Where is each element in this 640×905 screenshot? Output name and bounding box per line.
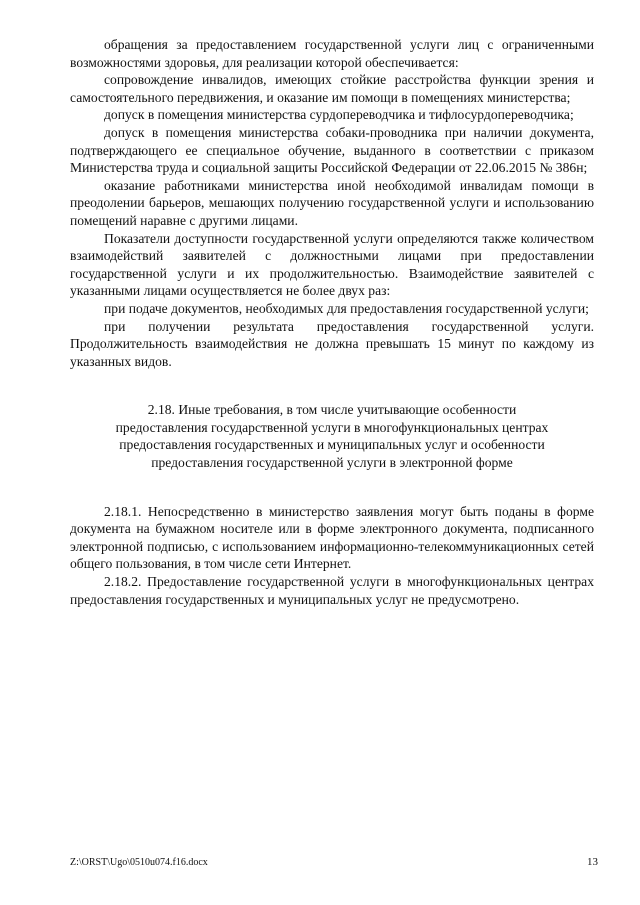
footer-page-number: 13: [587, 856, 598, 868]
footer-file-path: Z:\ORST\Ugo\0510u074.f16.docx: [70, 857, 208, 868]
document-page: [70, 36, 594, 608]
section-heading-line: 2.18. Иные требования, в том числе учитывающие особенности: [147, 402, 517, 418]
section-heading-line: предоставления государственной услуги в электронной форме: [151, 455, 513, 471]
paragraph: сопровождение инвалидов, имеющих стойкие расстройства функции зрения и самостоятельного передвижения, и оказание им помощи в помещениях министерства;: [70, 72, 594, 105]
paragraph: допуск в помещения министерства собаки-проводника при наличии документа, подтверждающего ее специальное обучение, выданного в соответствии с приказом Министерства труда и социальной защиты Российской Федерации от 22.06.2015 № 386н;: [70, 124, 594, 176]
paragraph: 2.18.2. Предоставление государственной услуги в многофункциональных центрах предоставления государственных и муниципальных услуг не предусмотрено.: [70, 574, 594, 607]
paragraph: допуск в помещения министерства сурдопереводчика и тифлосурдопереводчика;: [104, 107, 574, 123]
section-heading: [70, 401, 594, 471]
section-heading-line: предоставления государственной услуги в многофункциональных центрах: [115, 419, 549, 435]
paragraph: 2.18.1. Непосредственно в министерство заявления могут быть поданы в форме документа на бумажном носителе или в форме электронного документа, подписанного электронной подписью, с использованием информационно-телекоммуникационных сетей общего пользования, в том числе сети Интернет.: [70, 503, 594, 572]
paragraph: оказание работниками министерства иной необходимой инвалидам помощи в преодолении барьеров, мешающих получению государственной услуги и использованию помещений наравне с другими лицами.: [70, 177, 594, 228]
paragraph: при подаче документов, необходимых для предоставления государственной услуги;: [104, 300, 589, 316]
paragraph: Показатели доступности государственной услуги определяются также количеством взаимодействий заявителей с должностными лицами при предоставлении государственной услуги и их продолжительностью. Взаимодействие заявителей с указанными лицами осуществляется не более двух раз:: [70, 230, 594, 299]
section-heading-line: предоставления государственных и муниципальных услуг и особенности: [119, 437, 545, 453]
paragraph: обращения за предоставлением государственной услуги лиц с ограниченными возможностями здоровья, для реализации которой обеспечивается:: [70, 37, 594, 70]
paragraph: при получении результата предоставления государственной услуги. Продолжительность взаимодействия не должна превышать 15 минут по каждому из указанных видов.: [70, 318, 594, 369]
